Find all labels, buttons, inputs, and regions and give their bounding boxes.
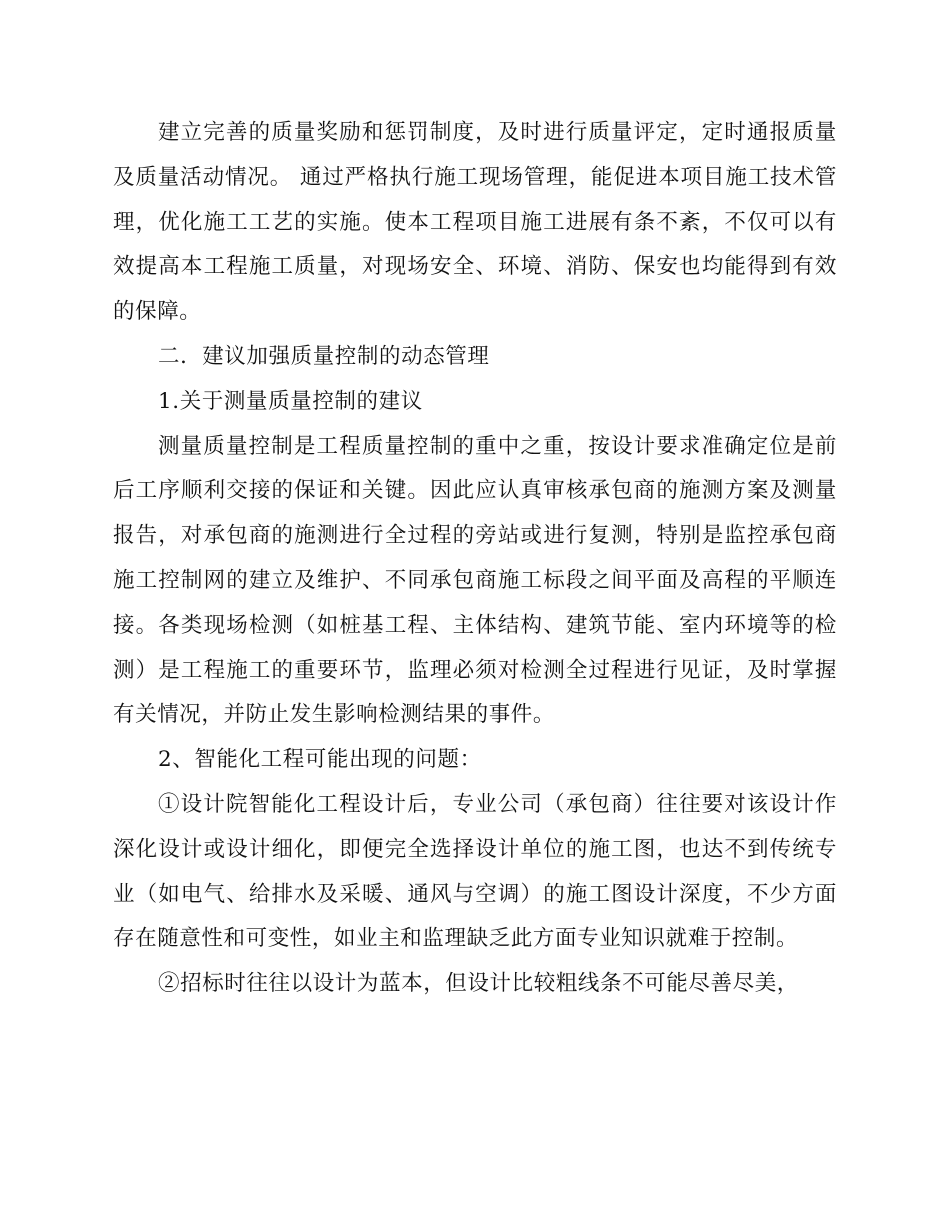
body-text bbox=[113, 111, 837, 1007]
subheading-survey-quality: 1.关于测量质量控制的建议 bbox=[158, 388, 423, 414]
section-heading-dynamic-management: 二．建议加强质量控制的动态管理 bbox=[158, 343, 490, 369]
subheading-intelligent-engineering: 2、智能化工程可能出现的问题： bbox=[158, 747, 482, 773]
paragraph-survey-quality-control: 测量质量控制是工程质量控制的重中之重，按设计要求准确定位是前后工序顺利交接的保证和关键。因此应认真审核承包商的施测方案及测量报告，对承包商的施测进行全过程的旁站或进行复测，特别是监控承包商施工控制网的建立及维护、不同承包商施工标段之间平面及高程的平顺连接。各类现场检测（如桩基工程、主体结构、建筑节能、室内环境等的检测）是工程施工的重要环节，监理必须对检测全过程进行见证，及时掌握有关情况，并防止发生影响检测结果的事件。 bbox=[113, 433, 837, 728]
paragraph-issue-1: ①设计院智能化工程设计后，专业公司（承包商）往往要对该设计作深化设计或设计细化，即便完全选择设计单位的施工图，也达不到传统专业（如电气、给排水及采暖、通风与空调）的施工图设计深度，不少方面存在随意性和可变性，如业主和监理缺乏此方面专业知识就难于控制。 bbox=[113, 791, 837, 952]
paragraph-quality-incentives: 建立完善的质量奖励和惩罚制度，及时进行质量评定，定时通报质量及质量活动情况。 通过严格执行施工现场管理，能促进本项目施工技术管理，优化施工工艺的实施。使本工程项目施工进展有条不紊，不仅可以有效提高本工程施工质量，对现场安全、环境、消防、保安也均能得到有效的保障。 bbox=[113, 120, 837, 325]
paragraph-issue-2: ②招标时往往以设计为蓝本，但设计比较粗线条不可能尽善尽美， bbox=[158, 971, 799, 997]
